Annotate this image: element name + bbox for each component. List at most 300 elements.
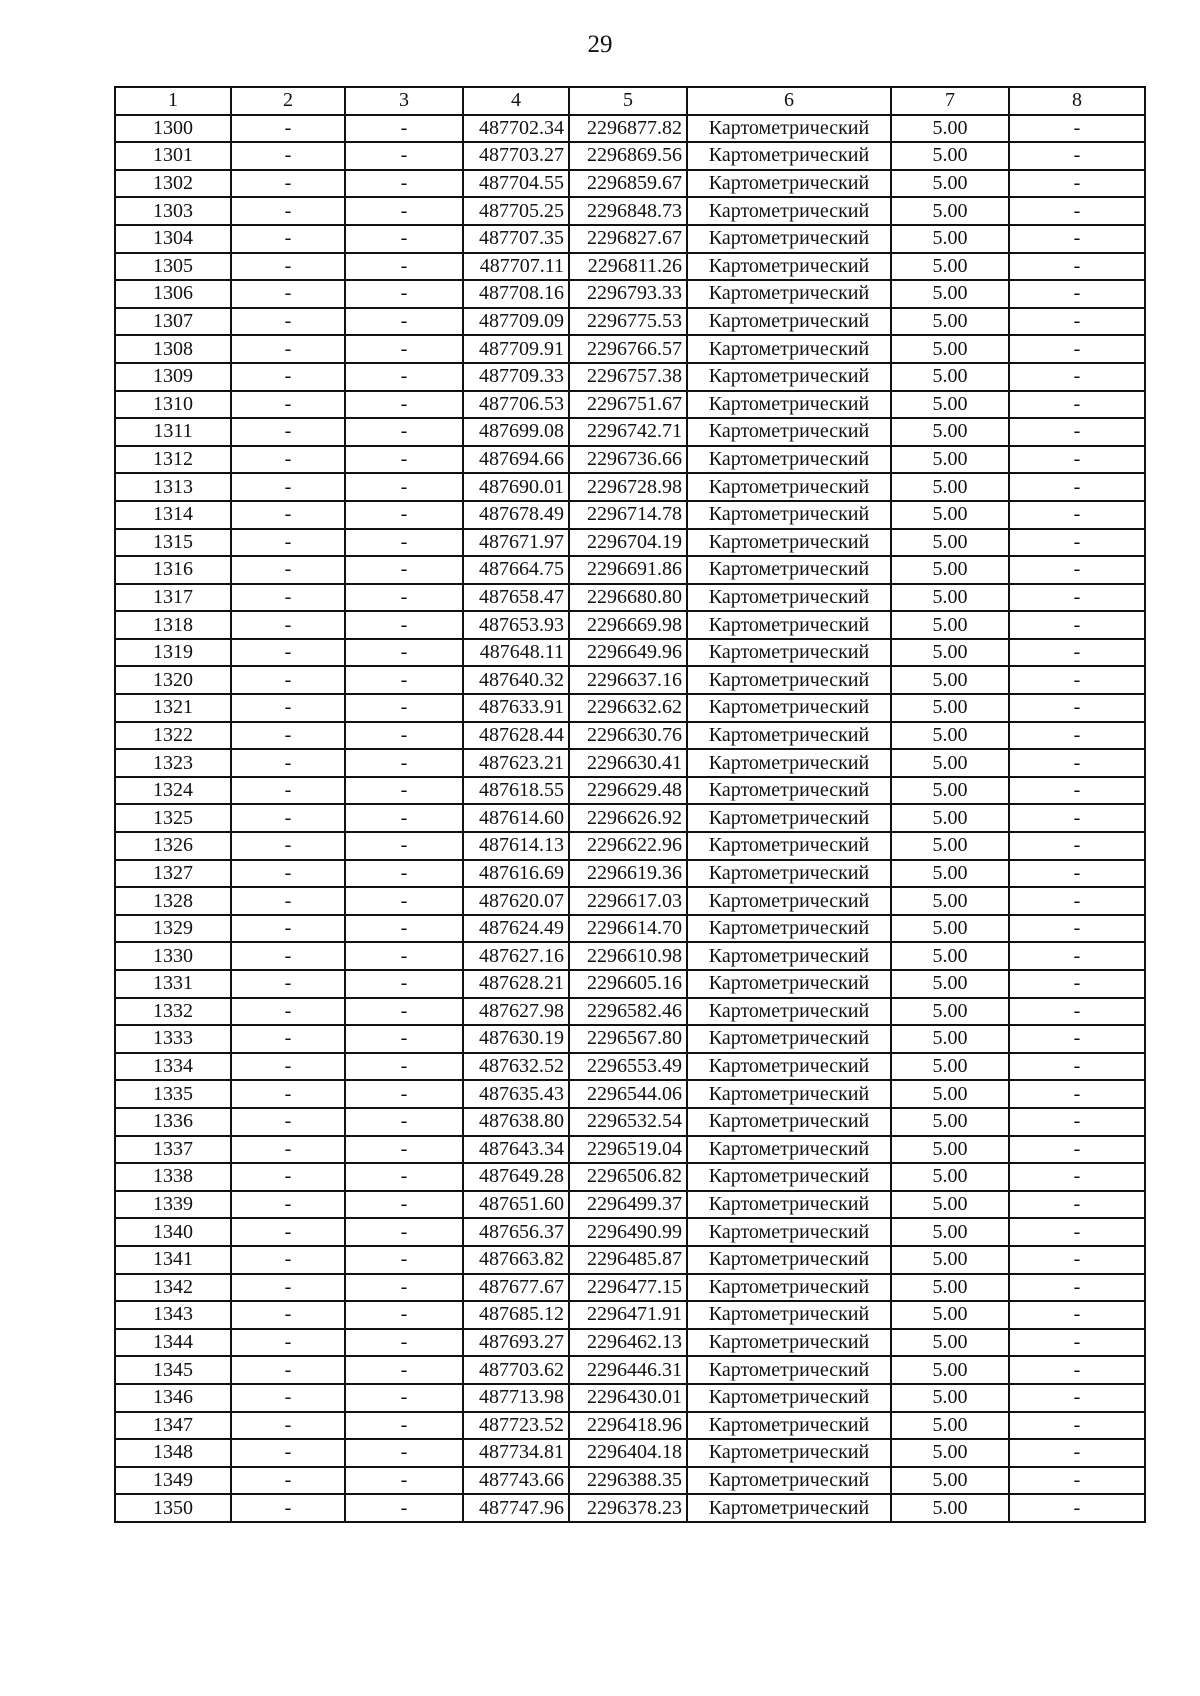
point-number: 1336 bbox=[115, 1108, 231, 1136]
method: Картометрический bbox=[687, 1384, 891, 1412]
accuracy: 5.00 bbox=[891, 1246, 1009, 1274]
col2-value: - bbox=[231, 942, 345, 970]
col8-value: - bbox=[1009, 363, 1145, 391]
col8-value: - bbox=[1009, 1218, 1145, 1246]
y-coordinate: 2296477.15 bbox=[569, 1274, 687, 1302]
y-coordinate: 2296617.03 bbox=[569, 887, 687, 915]
accuracy: 5.00 bbox=[891, 170, 1009, 198]
method: Картометрический bbox=[687, 611, 891, 639]
col8-value: - bbox=[1009, 1494, 1145, 1522]
col3-value: - bbox=[345, 418, 463, 446]
col2-value: - bbox=[231, 170, 345, 198]
col8-value: - bbox=[1009, 197, 1145, 225]
point-number: 1334 bbox=[115, 1053, 231, 1081]
col3-value: - bbox=[345, 1412, 463, 1440]
accuracy: 5.00 bbox=[891, 584, 1009, 612]
point-number: 1344 bbox=[115, 1329, 231, 1357]
table-row bbox=[115, 142, 1145, 170]
col2-value: - bbox=[231, 777, 345, 805]
method: Картометрический bbox=[687, 1412, 891, 1440]
y-coordinate: 2296378.23 bbox=[569, 1494, 687, 1522]
table-row bbox=[115, 1301, 1145, 1329]
accuracy: 5.00 bbox=[891, 1163, 1009, 1191]
point-number: 1311 bbox=[115, 418, 231, 446]
x-coordinate: 487649.28 bbox=[463, 1163, 569, 1191]
method: Картометрический bbox=[687, 446, 891, 474]
table-header-row bbox=[115, 87, 1145, 115]
col8-value: - bbox=[1009, 915, 1145, 943]
col2-value: - bbox=[231, 335, 345, 363]
method: Картометрический bbox=[687, 694, 891, 722]
point-number: 1308 bbox=[115, 335, 231, 363]
col3-value: - bbox=[345, 142, 463, 170]
col3-value: - bbox=[345, 253, 463, 281]
table-row bbox=[115, 584, 1145, 612]
col3-value: - bbox=[345, 529, 463, 557]
table-row bbox=[115, 1329, 1145, 1357]
method: Картометрический bbox=[687, 1025, 891, 1053]
y-coordinate: 2296430.01 bbox=[569, 1384, 687, 1412]
col3-value: - bbox=[345, 666, 463, 694]
point-number: 1310 bbox=[115, 391, 231, 419]
col8-value: - bbox=[1009, 832, 1145, 860]
x-coordinate: 487713.98 bbox=[463, 1384, 569, 1412]
y-coordinate: 2296714.78 bbox=[569, 501, 687, 529]
x-coordinate: 487656.37 bbox=[463, 1218, 569, 1246]
y-coordinate: 2296793.33 bbox=[569, 280, 687, 308]
col3-value: - bbox=[345, 197, 463, 225]
col3-value: - bbox=[345, 722, 463, 750]
accuracy: 5.00 bbox=[891, 998, 1009, 1026]
col8-value: - bbox=[1009, 1163, 1145, 1191]
col2-value: - bbox=[231, 1329, 345, 1357]
accuracy: 5.00 bbox=[891, 694, 1009, 722]
col2-value: - bbox=[231, 887, 345, 915]
table-row bbox=[115, 473, 1145, 501]
x-coordinate: 487723.52 bbox=[463, 1412, 569, 1440]
table-row bbox=[115, 832, 1145, 860]
col3-value: - bbox=[345, 998, 463, 1026]
col2-value: - bbox=[231, 1108, 345, 1136]
method: Картометрический bbox=[687, 473, 891, 501]
col3-value: - bbox=[345, 225, 463, 253]
table-row bbox=[115, 1108, 1145, 1136]
col2-value: - bbox=[231, 998, 345, 1026]
accuracy: 5.00 bbox=[891, 473, 1009, 501]
method: Картометрический bbox=[687, 197, 891, 225]
column-header: 8 bbox=[1009, 87, 1145, 115]
col2-value: - bbox=[231, 1246, 345, 1274]
column-header: 4 bbox=[463, 87, 569, 115]
col2-value: - bbox=[231, 115, 345, 143]
y-coordinate: 2296728.98 bbox=[569, 473, 687, 501]
method: Картометрический bbox=[687, 584, 891, 612]
x-coordinate: 487699.08 bbox=[463, 418, 569, 446]
col2-value: - bbox=[231, 1053, 345, 1081]
col3-value: - bbox=[345, 804, 463, 832]
point-number: 1324 bbox=[115, 777, 231, 805]
x-coordinate: 487706.53 bbox=[463, 391, 569, 419]
table-row bbox=[115, 749, 1145, 777]
y-coordinate: 2296629.48 bbox=[569, 777, 687, 805]
accuracy: 5.00 bbox=[891, 1025, 1009, 1053]
point-number: 1302 bbox=[115, 170, 231, 198]
accuracy: 5.00 bbox=[891, 253, 1009, 281]
y-coordinate: 2296622.96 bbox=[569, 832, 687, 860]
method: Картометрический bbox=[687, 1439, 891, 1467]
x-coordinate: 487643.34 bbox=[463, 1136, 569, 1164]
x-coordinate: 487620.07 bbox=[463, 887, 569, 915]
accuracy: 5.00 bbox=[891, 887, 1009, 915]
col3-value: - bbox=[345, 832, 463, 860]
col3-value: - bbox=[345, 1218, 463, 1246]
x-coordinate: 487618.55 bbox=[463, 777, 569, 805]
col2-value: - bbox=[231, 1467, 345, 1495]
accuracy: 5.00 bbox=[891, 942, 1009, 970]
accuracy: 5.00 bbox=[891, 1494, 1009, 1522]
col2-value: - bbox=[231, 970, 345, 998]
method: Картометрический bbox=[687, 308, 891, 336]
x-coordinate: 487671.97 bbox=[463, 529, 569, 557]
accuracy: 5.00 bbox=[891, 1467, 1009, 1495]
table-row bbox=[115, 1274, 1145, 1302]
col3-value: - bbox=[345, 860, 463, 888]
method: Картометрический bbox=[687, 363, 891, 391]
table-row bbox=[115, 860, 1145, 888]
y-coordinate: 2296736.66 bbox=[569, 446, 687, 474]
table-row bbox=[115, 308, 1145, 336]
col2-value: - bbox=[231, 197, 345, 225]
col3-value: - bbox=[345, 280, 463, 308]
table-row bbox=[115, 611, 1145, 639]
col2-value: - bbox=[231, 1274, 345, 1302]
x-coordinate: 487734.81 bbox=[463, 1439, 569, 1467]
point-number: 1322 bbox=[115, 722, 231, 750]
accuracy: 5.00 bbox=[891, 391, 1009, 419]
point-number: 1305 bbox=[115, 253, 231, 281]
col8-value: - bbox=[1009, 694, 1145, 722]
col2-value: - bbox=[231, 391, 345, 419]
col3-value: - bbox=[345, 1080, 463, 1108]
accuracy: 5.00 bbox=[891, 446, 1009, 474]
col8-value: - bbox=[1009, 1025, 1145, 1053]
col2-value: - bbox=[231, 308, 345, 336]
x-coordinate: 487707.35 bbox=[463, 225, 569, 253]
point-number: 1349 bbox=[115, 1467, 231, 1495]
col2-value: - bbox=[231, 142, 345, 170]
col3-value: - bbox=[345, 1301, 463, 1329]
col2-value: - bbox=[231, 694, 345, 722]
col2-value: - bbox=[231, 804, 345, 832]
accuracy: 5.00 bbox=[891, 225, 1009, 253]
x-coordinate: 487630.19 bbox=[463, 1025, 569, 1053]
accuracy: 5.00 bbox=[891, 915, 1009, 943]
table-row bbox=[115, 1467, 1145, 1495]
page-number: 29 bbox=[587, 31, 613, 58]
col8-value: - bbox=[1009, 501, 1145, 529]
x-coordinate: 487693.27 bbox=[463, 1329, 569, 1357]
y-coordinate: 2296751.67 bbox=[569, 391, 687, 419]
accuracy: 5.00 bbox=[891, 749, 1009, 777]
table-row bbox=[115, 1080, 1145, 1108]
col3-value: - bbox=[345, 556, 463, 584]
col3-value: - bbox=[345, 391, 463, 419]
col3-value: - bbox=[345, 473, 463, 501]
y-coordinate: 2296704.19 bbox=[569, 529, 687, 557]
table-row bbox=[115, 363, 1145, 391]
col2-value: - bbox=[231, 1191, 345, 1219]
point-number: 1340 bbox=[115, 1218, 231, 1246]
x-coordinate: 487708.16 bbox=[463, 280, 569, 308]
point-number: 1345 bbox=[115, 1356, 231, 1384]
col8-value: - bbox=[1009, 804, 1145, 832]
point-number: 1341 bbox=[115, 1246, 231, 1274]
point-number: 1350 bbox=[115, 1494, 231, 1522]
column-header: 3 bbox=[345, 87, 463, 115]
col2-value: - bbox=[231, 253, 345, 281]
x-coordinate: 487648.11 bbox=[463, 639, 569, 667]
method: Картометрический bbox=[687, 1356, 891, 1384]
x-coordinate: 487690.01 bbox=[463, 473, 569, 501]
col2-value: - bbox=[231, 1218, 345, 1246]
y-coordinate: 2296567.80 bbox=[569, 1025, 687, 1053]
col8-value: - bbox=[1009, 942, 1145, 970]
col3-value: - bbox=[345, 1274, 463, 1302]
table-row bbox=[115, 1412, 1145, 1440]
col3-value: - bbox=[345, 584, 463, 612]
method: Картометрический bbox=[687, 1108, 891, 1136]
point-number: 1304 bbox=[115, 225, 231, 253]
x-coordinate: 487632.52 bbox=[463, 1053, 569, 1081]
accuracy: 5.00 bbox=[891, 970, 1009, 998]
x-coordinate: 487704.55 bbox=[463, 170, 569, 198]
x-coordinate: 487677.67 bbox=[463, 1274, 569, 1302]
col2-value: - bbox=[231, 749, 345, 777]
point-number: 1342 bbox=[115, 1274, 231, 1302]
x-coordinate: 487628.21 bbox=[463, 970, 569, 998]
accuracy: 5.00 bbox=[891, 1356, 1009, 1384]
col3-value: - bbox=[345, 694, 463, 722]
accuracy: 5.00 bbox=[891, 639, 1009, 667]
y-coordinate: 2296610.98 bbox=[569, 942, 687, 970]
y-coordinate: 2296582.46 bbox=[569, 998, 687, 1026]
table-row bbox=[115, 722, 1145, 750]
method: Картометрический bbox=[687, 942, 891, 970]
col2-value: - bbox=[231, 1356, 345, 1384]
y-coordinate: 2296553.49 bbox=[569, 1053, 687, 1081]
y-coordinate: 2296632.62 bbox=[569, 694, 687, 722]
method: Картометрический bbox=[687, 418, 891, 446]
point-number: 1329 bbox=[115, 915, 231, 943]
col8-value: - bbox=[1009, 115, 1145, 143]
col3-value: - bbox=[345, 887, 463, 915]
col2-value: - bbox=[231, 1136, 345, 1164]
table-row bbox=[115, 804, 1145, 832]
col8-value: - bbox=[1009, 666, 1145, 694]
table-row bbox=[115, 1246, 1145, 1274]
point-number: 1338 bbox=[115, 1163, 231, 1191]
col2-value: - bbox=[231, 418, 345, 446]
accuracy: 5.00 bbox=[891, 1218, 1009, 1246]
col2-value: - bbox=[231, 280, 345, 308]
table-row bbox=[115, 1494, 1145, 1522]
col2-value: - bbox=[231, 1080, 345, 1108]
col8-value: - bbox=[1009, 335, 1145, 363]
y-coordinate: 2296649.96 bbox=[569, 639, 687, 667]
y-coordinate: 2296471.91 bbox=[569, 1301, 687, 1329]
table-row bbox=[115, 639, 1145, 667]
point-number: 1343 bbox=[115, 1301, 231, 1329]
x-coordinate: 487743.66 bbox=[463, 1467, 569, 1495]
table-row bbox=[115, 915, 1145, 943]
point-number: 1320 bbox=[115, 666, 231, 694]
method: Картометрический bbox=[687, 1301, 891, 1329]
col3-value: - bbox=[345, 915, 463, 943]
y-coordinate: 2296506.82 bbox=[569, 1163, 687, 1191]
method: Картометрический bbox=[687, 639, 891, 667]
table-row bbox=[115, 556, 1145, 584]
y-coordinate: 2296499.37 bbox=[569, 1191, 687, 1219]
x-coordinate: 487747.96 bbox=[463, 1494, 569, 1522]
accuracy: 5.00 bbox=[891, 804, 1009, 832]
method: Картометрический bbox=[687, 804, 891, 832]
method: Картометрический bbox=[687, 998, 891, 1026]
x-coordinate: 487707.11 bbox=[463, 253, 569, 281]
y-coordinate: 2296877.82 bbox=[569, 115, 687, 143]
col3-value: - bbox=[345, 1467, 463, 1495]
table-row bbox=[115, 666, 1145, 694]
table-row bbox=[115, 777, 1145, 805]
method: Картометрический bbox=[687, 860, 891, 888]
point-number: 1337 bbox=[115, 1136, 231, 1164]
col8-value: - bbox=[1009, 1384, 1145, 1412]
point-number: 1314 bbox=[115, 501, 231, 529]
table-row bbox=[115, 887, 1145, 915]
col8-value: - bbox=[1009, 418, 1145, 446]
col3-value: - bbox=[345, 1163, 463, 1191]
y-coordinate: 2296446.31 bbox=[569, 1356, 687, 1384]
col2-value: - bbox=[231, 860, 345, 888]
table-row bbox=[115, 225, 1145, 253]
table-row bbox=[115, 998, 1145, 1026]
accuracy: 5.00 bbox=[891, 142, 1009, 170]
col2-value: - bbox=[231, 1494, 345, 1522]
point-number: 1317 bbox=[115, 584, 231, 612]
col3-value: - bbox=[345, 639, 463, 667]
col3-value: - bbox=[345, 1246, 463, 1274]
point-number: 1335 bbox=[115, 1080, 231, 1108]
col3-value: - bbox=[345, 611, 463, 639]
column-header: 6 bbox=[687, 87, 891, 115]
table-row bbox=[115, 1384, 1145, 1412]
y-coordinate: 2296827.67 bbox=[569, 225, 687, 253]
method: Картометрический bbox=[687, 887, 891, 915]
accuracy: 5.00 bbox=[891, 777, 1009, 805]
accuracy: 5.00 bbox=[891, 335, 1009, 363]
method: Картометрический bbox=[687, 970, 891, 998]
col8-value: - bbox=[1009, 1136, 1145, 1164]
col3-value: - bbox=[345, 308, 463, 336]
y-coordinate: 2296869.56 bbox=[569, 142, 687, 170]
point-number: 1301 bbox=[115, 142, 231, 170]
col2-value: - bbox=[231, 832, 345, 860]
accuracy: 5.00 bbox=[891, 722, 1009, 750]
x-coordinate: 487627.98 bbox=[463, 998, 569, 1026]
col8-value: - bbox=[1009, 777, 1145, 805]
y-coordinate: 2296388.35 bbox=[569, 1467, 687, 1495]
point-number: 1318 bbox=[115, 611, 231, 639]
x-coordinate: 487663.82 bbox=[463, 1246, 569, 1274]
col3-value: - bbox=[345, 777, 463, 805]
y-coordinate: 2296691.86 bbox=[569, 556, 687, 584]
col8-value: - bbox=[1009, 529, 1145, 557]
col2-value: - bbox=[231, 529, 345, 557]
y-coordinate: 2296490.99 bbox=[569, 1218, 687, 1246]
column-header: 7 bbox=[891, 87, 1009, 115]
col8-value: - bbox=[1009, 1108, 1145, 1136]
method: Картометрический bbox=[687, 529, 891, 557]
col2-value: - bbox=[231, 1439, 345, 1467]
x-coordinate: 487627.16 bbox=[463, 942, 569, 970]
accuracy: 5.00 bbox=[891, 860, 1009, 888]
col3-value: - bbox=[345, 1191, 463, 1219]
accuracy: 5.00 bbox=[891, 529, 1009, 557]
col8-value: - bbox=[1009, 1191, 1145, 1219]
method: Картометрический bbox=[687, 722, 891, 750]
accuracy: 5.00 bbox=[891, 1301, 1009, 1329]
x-coordinate: 487623.21 bbox=[463, 749, 569, 777]
x-coordinate: 487709.33 bbox=[463, 363, 569, 391]
accuracy: 5.00 bbox=[891, 115, 1009, 143]
y-coordinate: 2296680.80 bbox=[569, 584, 687, 612]
y-coordinate: 2296766.57 bbox=[569, 335, 687, 363]
method: Картометрический bbox=[687, 1274, 891, 1302]
x-coordinate: 487616.69 bbox=[463, 860, 569, 888]
col2-value: - bbox=[231, 1025, 345, 1053]
table-row bbox=[115, 970, 1145, 998]
x-coordinate: 487614.13 bbox=[463, 832, 569, 860]
col8-value: - bbox=[1009, 556, 1145, 584]
point-number: 1309 bbox=[115, 363, 231, 391]
point-number: 1307 bbox=[115, 308, 231, 336]
col8-value: - bbox=[1009, 1246, 1145, 1274]
col8-value: - bbox=[1009, 1439, 1145, 1467]
accuracy: 5.00 bbox=[891, 308, 1009, 336]
x-coordinate: 487624.49 bbox=[463, 915, 569, 943]
accuracy: 5.00 bbox=[891, 501, 1009, 529]
col2-value: - bbox=[231, 556, 345, 584]
col3-value: - bbox=[345, 1494, 463, 1522]
x-coordinate: 487705.25 bbox=[463, 197, 569, 225]
col8-value: - bbox=[1009, 998, 1145, 1026]
col8-value: - bbox=[1009, 1080, 1145, 1108]
point-number: 1333 bbox=[115, 1025, 231, 1053]
point-number: 1339 bbox=[115, 1191, 231, 1219]
col2-value: - bbox=[231, 611, 345, 639]
accuracy: 5.00 bbox=[891, 1329, 1009, 1357]
y-coordinate: 2296811.26 bbox=[569, 253, 687, 281]
method: Картометрический bbox=[687, 1136, 891, 1164]
method: Картометрический bbox=[687, 1467, 891, 1495]
col8-value: - bbox=[1009, 308, 1145, 336]
col8-value: - bbox=[1009, 170, 1145, 198]
col8-value: - bbox=[1009, 1467, 1145, 1495]
col8-value: - bbox=[1009, 584, 1145, 612]
table-row bbox=[115, 170, 1145, 198]
table-row bbox=[115, 1163, 1145, 1191]
x-coordinate: 487614.60 bbox=[463, 804, 569, 832]
col8-value: - bbox=[1009, 1356, 1145, 1384]
